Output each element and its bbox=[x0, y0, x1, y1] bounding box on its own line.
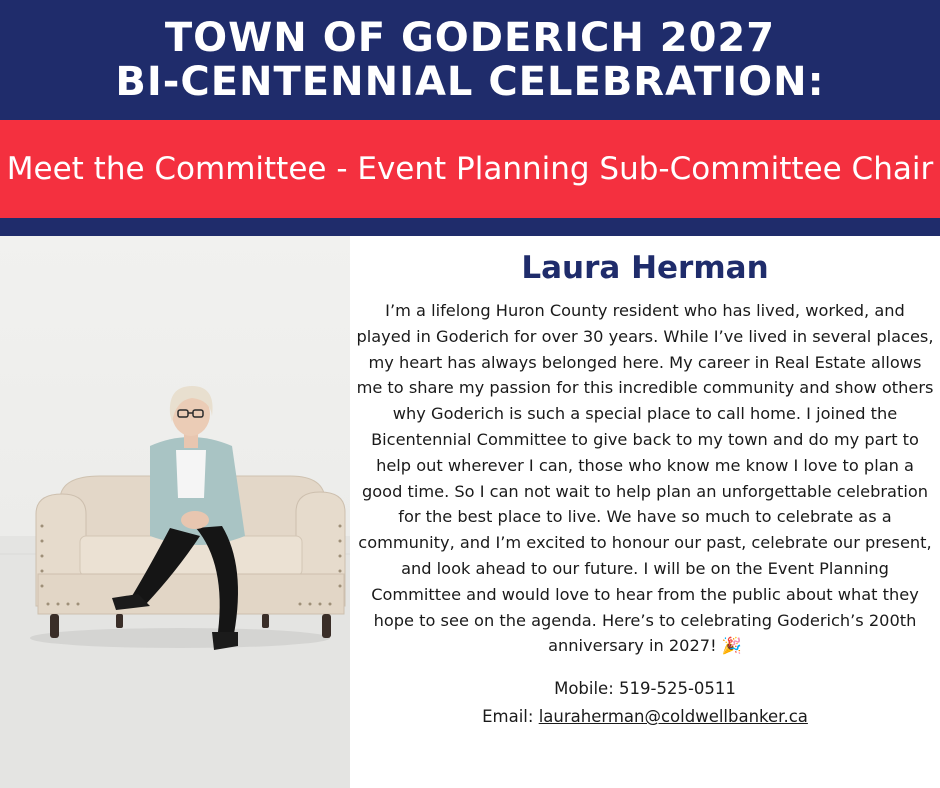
portrait-photo bbox=[0, 236, 350, 788]
mobile-label: Mobile: bbox=[554, 679, 620, 699]
header-banner bbox=[0, 0, 940, 120]
subtitle-banner bbox=[0, 120, 940, 218]
profile-content bbox=[350, 236, 940, 788]
mobile-line bbox=[350, 675, 940, 703]
party-popper-icon: 🎉 bbox=[721, 636, 742, 656]
portrait-illustration bbox=[0, 236, 350, 788]
profile-bio-text: I’m a lifelong Huron County resident who has lived, worked, and played in Goderich for over 30 years. While I’ve lived in several places, my heart has always belonged here. My career in Real Estate allows me to share my passion for this incredible community and show others why Goderich is such a special place to call home. I joined the Bicentennial Committee to give back to my town and do my part to help out wherever I can, those who know me know I love to plan a good time. So I can not wait to help plan an unforgettable celebration for the best place to live. We have so much to celebrate as a community, and I’m excited to honour our past, celebrate our present, and look ahead to our future. I will be on the Event Planning Committee and would love to hear from the public about what they hope to see on the agenda. Here’s to celebrating Goderich’s 200th anniversary in 2027! bbox=[356, 301, 934, 656]
subtitle-text: Meet the Committee - Event Planning Sub-Committee Chair bbox=[6, 151, 934, 187]
header-title-line1: TOWN OF GODERICH 2027 bbox=[164, 15, 776, 61]
mobile-number: 519-525-0511 bbox=[619, 679, 736, 699]
email-link[interactable]: lauraherman@coldwellbanker.ca bbox=[538, 707, 808, 727]
profile-bio bbox=[356, 298, 934, 659]
header-title-line2: BI-CENTENNIAL CELEBRATION: bbox=[115, 59, 825, 105]
profile-name: Laura Herman bbox=[521, 250, 769, 286]
email-label: Email: bbox=[482, 707, 539, 727]
email-line bbox=[350, 703, 940, 731]
contact-info bbox=[350, 675, 940, 731]
divider-band bbox=[0, 218, 940, 236]
